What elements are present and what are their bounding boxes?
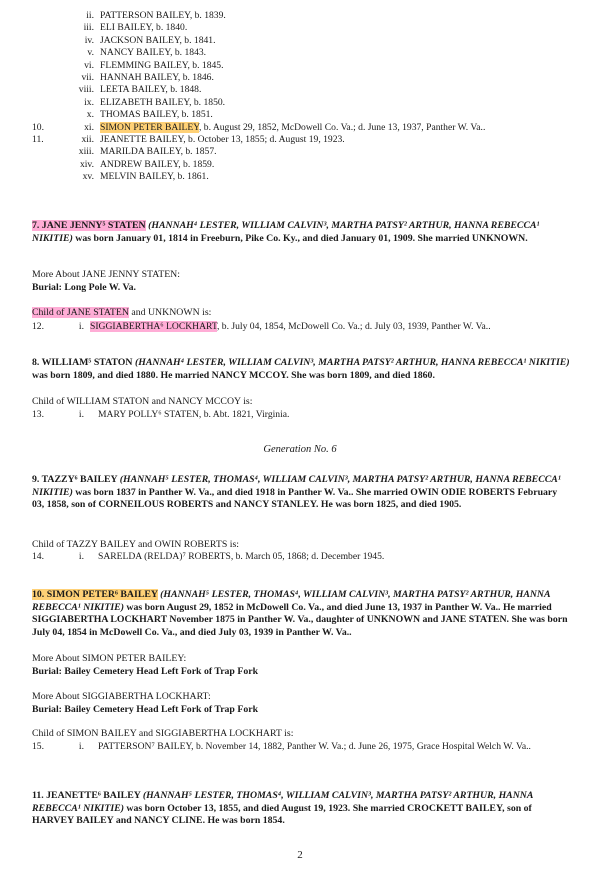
child-text: MARY POLLY⁶ STATEN, b. Abt. 1821, Virginia. <box>98 409 290 420</box>
child-text <box>90 321 491 333</box>
child-roman: ix. <box>84 96 94 108</box>
child-roman: i. <box>78 321 84 332</box>
child-text <box>100 84 201 96</box>
child-text <box>100 122 485 134</box>
child-text <box>100 35 216 47</box>
entry-10-burial-2: Burial: Bailey Cemetery Head Left Fork of Trap Fork <box>32 704 259 715</box>
child-text <box>100 10 226 22</box>
child-roman: viii. <box>78 84 94 96</box>
child-roman: v. <box>87 47 94 59</box>
child-text-rest: , b. August 29, 1852, McDowell Co. Va.; d. June 13, 1937, Panther W. Va.. <box>198 121 486 133</box>
child-roman: xii. <box>81 134 94 145</box>
child-roman: xiv. <box>79 158 94 170</box>
child-roman: x. <box>86 109 94 121</box>
child-text-rest: HANNAH BAILEY, b. 1846. <box>100 72 214 83</box>
child-text-rest: ANDREW BAILEY, b. 1859. <box>100 158 215 170</box>
child-number: 14. <box>32 551 44 562</box>
generation-heading: Generation No. 6 <box>263 444 337 455</box>
child-text <box>100 60 223 72</box>
child-roman: vii. <box>81 72 94 83</box>
entry-10-more-about-2: More About SIGGIABERTHA LOCKHART: <box>32 691 211 702</box>
child-number: 10. <box>32 121 44 133</box>
child-roman: ii. <box>86 10 94 21</box>
child-text <box>100 22 187 34</box>
child-roman: iv. <box>84 34 94 46</box>
child-text-rest: JACKSON BAILEY, b. 1841. <box>100 34 216 46</box>
entry-9-name: 9. TAZZY⁶ BAILEY <box>32 474 118 485</box>
entry-10-ancestry: (HANNAH⁵ LESTER, THOMAS⁴, WILLIAM CALVIN³, MARTHA PATSY² ARTHUR, HANNA REBECCA¹ NIKITIE) <box>32 589 551 613</box>
entry-7-more-about: More About JANE JENNY STATEN: <box>32 269 180 280</box>
entry-8-name: 8. WILLIAM⁵ STATON <box>32 357 133 368</box>
child-text-rest: ELIZABETH BAILEY, b. 1850. <box>100 96 226 108</box>
child-number: 12. <box>32 321 44 332</box>
entry-10-burial-1: Burial: Bailey Cemetery Head Left Fork of Trap Fork <box>32 666 259 677</box>
entry-9-child-header: Child of TAZZY BAILEY and OWIN ROBERTS is: <box>32 539 239 550</box>
entry-9-paragraph <box>32 474 570 512</box>
child-number: 13. <box>32 409 44 420</box>
child-text-rest: ELI BAILEY, b. 1840. <box>100 22 188 34</box>
child-text <box>100 97 225 109</box>
child-text-rest: JEANETTE BAILEY, b. October 13, 1855; d. August 19, 1923. <box>100 134 345 145</box>
page-number: 2 <box>297 849 303 861</box>
child-name-highlight: SIMON PETER BAILEY <box>100 121 199 133</box>
entry-7-paragraph <box>32 220 570 245</box>
child-text-rest: FLEMMING BAILEY, b. 1845. <box>100 59 224 71</box>
child-roman: iii. <box>83 22 94 34</box>
entry-7-child-header-rest: and UNKNOWN is: <box>128 307 212 318</box>
entry-11-text: was born October 13, 1855, and died August 19, 1923. She married CROCKETT BAILEY, son of HARVEY BAILEY and NANCY CLINE. He was born 1854. <box>32 802 532 826</box>
child-text <box>100 171 209 183</box>
child-text-rest: MELVIN BAILEY, b. 1861. <box>100 171 209 183</box>
entry-10-child-header: Child of SIMON BAILEY and SIGGIABERTHA LOCKHART is: <box>32 728 294 739</box>
entry-8-ancestry: (HANNAH⁴ LESTER, WILLIAM CALVIN³, MARTHA PATSY² ARTHUR, HANNA REBECCA¹ NIKITIE) <box>134 357 570 368</box>
entry-11-ancestry: (HANNAH⁵ LESTER, THOMAS⁴, WILLIAM CALVIN³, MARTHA PATSY² ARTHUR, HANNA REBECCA¹ NIKITIE) <box>32 790 533 814</box>
child-text <box>100 109 213 121</box>
child-roman: vi. <box>84 59 94 71</box>
entry-11-name: 11. JEANETTE⁶ BAILEY <box>32 790 141 801</box>
child-text <box>100 146 217 158</box>
child-number: 15. <box>32 741 44 752</box>
entry-7-child-header-highlight: Child of JANE STATEN <box>32 307 129 318</box>
child-number: 11. <box>32 134 44 145</box>
child-name-highlight: SIGGIABERTHA⁶ LOCKHART <box>90 321 217 332</box>
entry-8-paragraph <box>32 357 570 382</box>
child-text <box>100 72 214 84</box>
child-roman: xi. <box>84 121 94 133</box>
child-text-rest: PATTERSON BAILEY, b. 1839. <box>100 10 226 21</box>
child-text: SARELDA (RELDA)⁷ ROBERTS, b. March 05, 1868; d. December 1945. <box>98 551 385 562</box>
entry-7-text: was born January 01, 1814 in Freeburn, Pike Co. Ky., and died January 01, 1909. She married UNKNOWN. <box>75 232 528 244</box>
entry-9-text: was born 1837 in Panther W. Va., and died 1918 in Panther W. Va.. She married OWIN ODIE ROBERTS February 03, 1858, son of CORNEILOUS ROBERTS and NANCY STANLEY. He was born 1825, and died 1905. <box>32 486 558 510</box>
entry-8-text: was born 1809, and died 1880. He married NANCY MCCOY. She was born 1809, and died 1860. <box>32 369 435 381</box>
entry-8-child-header: Child of WILLIAM STATON and NANCY MCCOY is: <box>32 396 253 407</box>
entry-10-paragraph <box>32 589 570 639</box>
child-roman: xv. <box>82 171 94 183</box>
entry-7-child-header <box>32 307 211 320</box>
entry-7-ancestry: (HANNAH⁴ LESTER, WILLIAM CALVIN³, MARTHA PATSY² ARTHUR, HANNA REBECCA¹ NIKITIE) <box>32 220 540 244</box>
child-text: PATTERSON⁷ BAILEY, b. November 14, 1882, Panther W. Va.; d. June 26, 1975, Grace Hospital Welch W. Va.. <box>98 741 531 752</box>
child-text <box>100 159 214 171</box>
entry-11-paragraph <box>32 790 570 828</box>
child-text-rest: MARILDA BAILEY, b. 1857. <box>100 146 217 158</box>
entry-10-text: was born August 29, 1852 in McDowell Co. Va., and died June 13, 1937 in Panther W. Va.. He married SIGGIABERTHA LOCKHART November 1875 in Panther W. Va., daughter of UNKNOWN and JANE STATEN. She was born July 04, 1854 in McDowell Co. Va., and died July 03, 1939 in Panther W. Va.. <box>32 601 568 638</box>
entry-7-burial: Burial: Long Pole W. Va. <box>32 282 136 293</box>
child-roman: i. <box>78 551 84 562</box>
child-roman: i. <box>78 741 84 752</box>
entry-7-name: 7. JANE JENNY⁵ STATEN <box>32 220 146 231</box>
entry-10-name: 10. SIMON PETER⁶ BAILEY <box>32 589 158 600</box>
child-text <box>100 47 206 59</box>
child-text-rest: , b. July 04, 1854, McDowell Co. Va.; d. July 03, 1939, Panther W. Va.. <box>217 321 491 332</box>
child-roman: xiii. <box>78 146 94 158</box>
child-text-rest: LEETA BAILEY, b. 1848. <box>100 84 202 96</box>
child-text-rest: NANCY BAILEY, b. 1843. <box>100 47 207 59</box>
entry-9-ancestry: (HANNAH⁵ LESTER, THOMAS⁴, WILLIAM CALVIN³, MARTHA PATSY² ARTHUR, HANNA REBECCA¹ NIKITIE) <box>32 474 561 498</box>
entry-10-more-about-1: More About SIMON PETER BAILEY: <box>32 653 187 664</box>
child-text <box>100 134 345 146</box>
child-roman: i. <box>78 409 84 420</box>
child-text-rest: THOMAS BAILEY, b. 1851. <box>100 109 213 121</box>
